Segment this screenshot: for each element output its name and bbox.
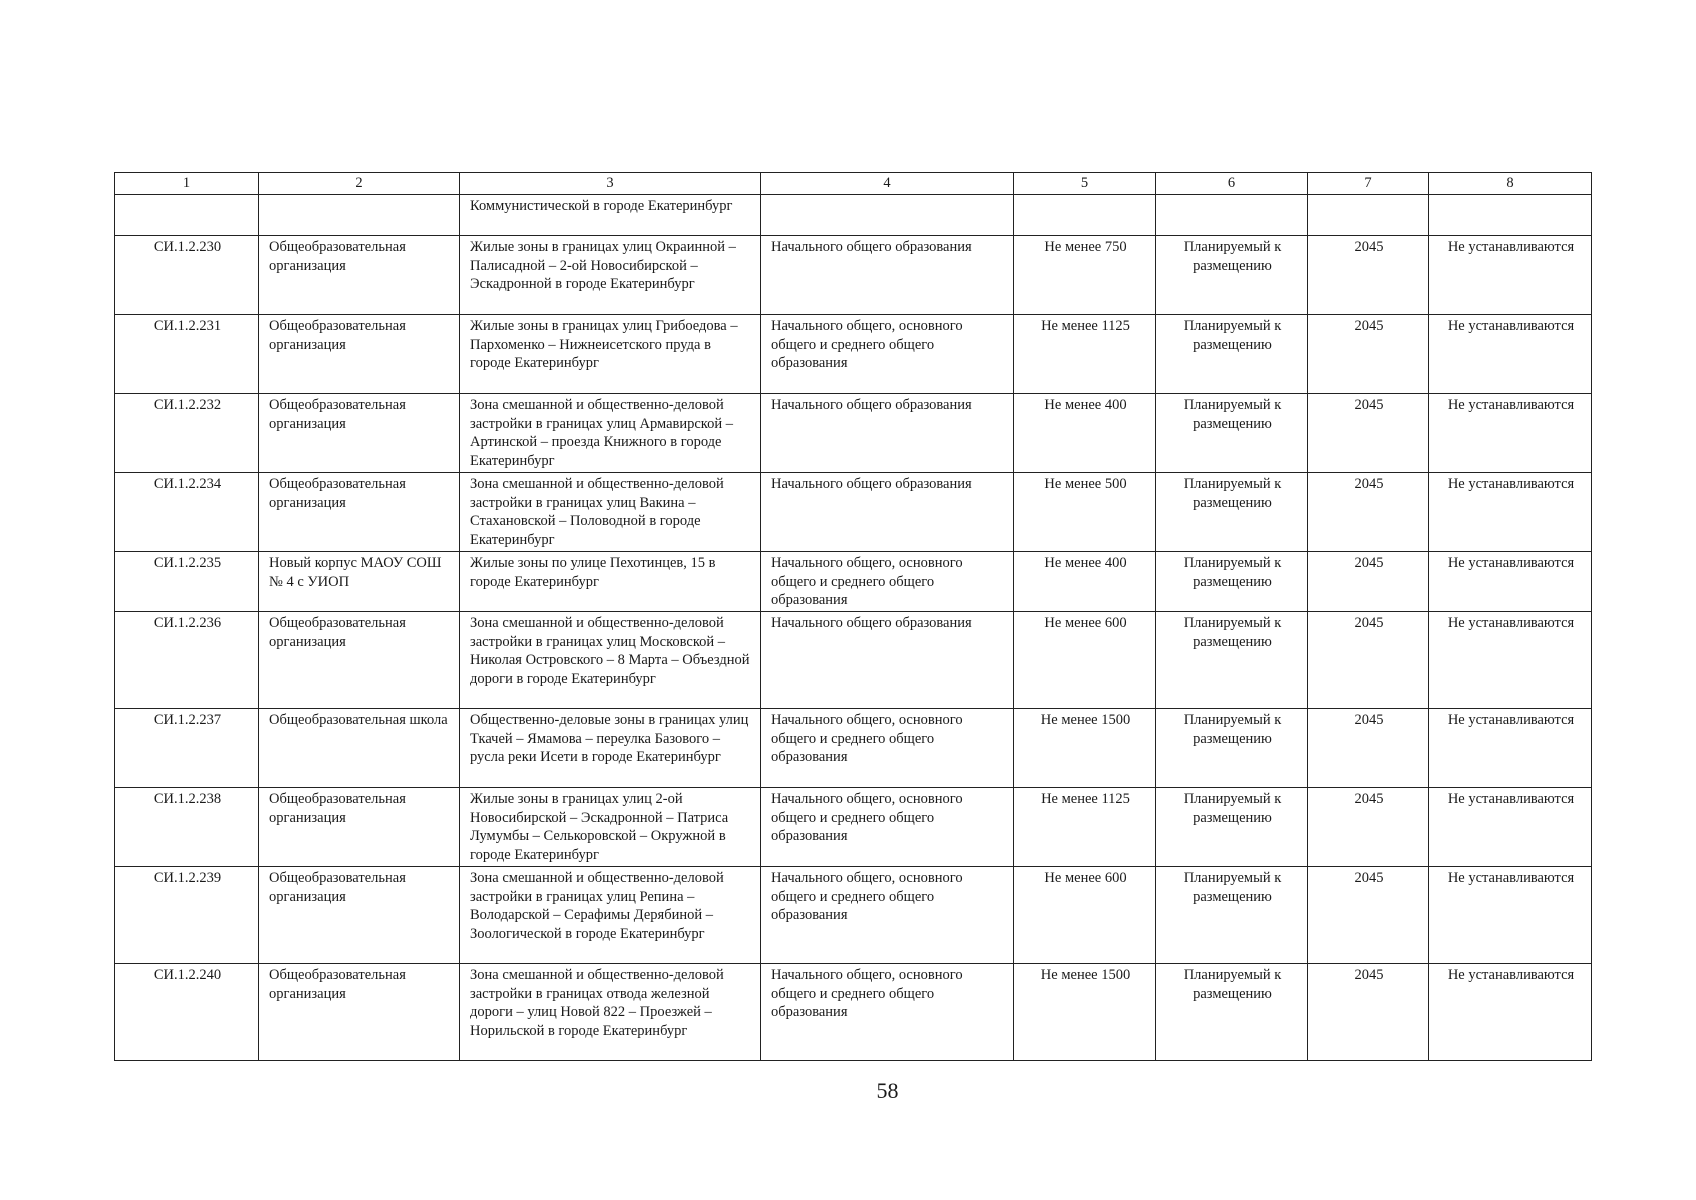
cell-name: Общеобразовательная организация (259, 236, 460, 315)
cell-zones: Не устанавливаются (1429, 612, 1592, 709)
table-row (115, 552, 1592, 612)
cell-zones: Не устанавливаются (1429, 236, 1592, 315)
cell-year: 2045 (1308, 552, 1429, 612)
cell-zones: Не устанавливаются (1429, 788, 1592, 867)
cell-year: 2045 (1308, 612, 1429, 709)
cell-capacity (1014, 195, 1156, 236)
cell-year: 2045 (1308, 315, 1429, 394)
cell-capacity: Не менее 500 (1014, 473, 1156, 552)
cell-code: СИ.1.2.240 (115, 964, 259, 1061)
cell-year: 2045 (1308, 394, 1429, 473)
cell-zones: Не устанавливаются (1429, 867, 1592, 964)
cell-zones: Не устанавливаются (1429, 473, 1592, 552)
cell-location: Зона смешанной и общественно-деловой застройки в границах улиц Армавирской – Артинской – проезда Книжного в городе Екатеринбург (460, 394, 761, 473)
cell-code: СИ.1.2.232 (115, 394, 259, 473)
cell-zones (1429, 195, 1592, 236)
cell-year (1308, 195, 1429, 236)
column-number-8: 8 (1429, 173, 1592, 195)
cell-name: Общеобразовательная организация (259, 394, 460, 473)
cell-name: Общеобразовательная организация (259, 788, 460, 867)
cell-year: 2045 (1308, 788, 1429, 867)
cell-year: 2045 (1308, 709, 1429, 788)
cell-status (1156, 195, 1308, 236)
cell-location: Зона смешанной и общественно-деловой застройки в границах улиц Вакина – Стахановской – Половодной в городе Екатеринбург (460, 473, 761, 552)
cell-name (259, 195, 460, 236)
cell-location: Жилые зоны в границах улиц Грибоедова – Пархоменко – Нижнеисетского пруда в городе Екатеринбург (460, 315, 761, 394)
cell-name: Общеобразовательная организация (259, 867, 460, 964)
table-row (115, 394, 1592, 473)
cell-status: Планируемый к размещению (1156, 612, 1308, 709)
cell-name: Общеобразовательная организация (259, 964, 460, 1061)
cell-year: 2045 (1308, 964, 1429, 1061)
cell-purpose: Начального общего, основного общего и среднего общего образования (761, 867, 1014, 964)
cell-status: Планируемый к размещению (1156, 788, 1308, 867)
page-number: 58 (876, 1078, 899, 1103)
column-number-3: 3 (460, 173, 761, 195)
column-number-6: 6 (1156, 173, 1308, 195)
cell-purpose: Начального общего, основного общего и среднего общего образования (761, 788, 1014, 867)
cell-code: СИ.1.2.231 (115, 315, 259, 394)
column-number-7: 7 (1308, 173, 1429, 195)
cell-zones: Не устанавливаются (1429, 964, 1592, 1061)
table-row (115, 236, 1592, 315)
cell-purpose: Начального общего, основного общего и среднего общего образования (761, 315, 1014, 394)
table-row (115, 788, 1592, 867)
table-row (115, 709, 1592, 788)
table-header-row (115, 173, 1592, 195)
table-row (115, 315, 1592, 394)
cell-code: СИ.1.2.235 (115, 552, 259, 612)
cell-purpose: Начального общего, основного общего и среднего общего образования (761, 964, 1014, 1061)
table-row-continuation (115, 195, 1592, 236)
cell-purpose: Начального общего образования (761, 236, 1014, 315)
cell-zones: Не устанавливаются (1429, 315, 1592, 394)
cell-name: Общеобразовательная организация (259, 473, 460, 552)
cell-purpose: Начального общего, основного общего и среднего общего образования (761, 552, 1014, 612)
cell-capacity: Не менее 400 (1014, 394, 1156, 473)
cell-code: СИ.1.2.238 (115, 788, 259, 867)
cell-purpose: Начального общего образования (761, 473, 1014, 552)
facilities-table (114, 172, 1592, 1061)
cell-status: Планируемый к размещению (1156, 552, 1308, 612)
cell-capacity: Не менее 1500 (1014, 709, 1156, 788)
column-number-4: 4 (761, 173, 1014, 195)
cell-capacity: Не менее 750 (1014, 236, 1156, 315)
cell-capacity: Не менее 1500 (1014, 964, 1156, 1061)
cell-location: Жилые зоны в границах улиц 2-ой Новосибирской – Эскадронной – Патриса Лумумбы – Селькоровской – Окружной в городе Екатеринбург (460, 788, 761, 867)
cell-status: Планируемый к размещению (1156, 315, 1308, 394)
cell-location: Коммунистической в городе Екатеринбург (460, 195, 761, 236)
cell-status: Планируемый к размещению (1156, 473, 1308, 552)
cell-status: Планируемый к размещению (1156, 867, 1308, 964)
cell-zones: Не устанавливаются (1429, 552, 1592, 612)
cell-status: Планируемый к размещению (1156, 394, 1308, 473)
column-number-1: 1 (115, 173, 259, 195)
cell-code: СИ.1.2.236 (115, 612, 259, 709)
cell-capacity: Не менее 1125 (1014, 788, 1156, 867)
cell-name: Общеобразовательная организация (259, 612, 460, 709)
cell-location: Зона смешанной и общественно-деловой застройки в границах улиц Репина – Володарской – Серафимы Дерябиной – Зоологической в городе Екатеринбург (460, 867, 761, 964)
cell-status: Планируемый к размещению (1156, 964, 1308, 1061)
cell-zones: Не устанавливаются (1429, 394, 1592, 473)
cell-capacity: Не менее 400 (1014, 552, 1156, 612)
cell-code: СИ.1.2.237 (115, 709, 259, 788)
cell-code: СИ.1.2.230 (115, 236, 259, 315)
cell-year: 2045 (1308, 236, 1429, 315)
cell-purpose: Начального общего образования (761, 612, 1014, 709)
cell-purpose: Начального общего образования (761, 394, 1014, 473)
cell-year: 2045 (1308, 867, 1429, 964)
cell-purpose (761, 195, 1014, 236)
cell-location: Зона смешанной и общественно-деловой застройки в границах улиц Московской – Николая Островского – 8 Марта – Объездной дороги в городе Екатеринбург (460, 612, 761, 709)
table-row (115, 964, 1592, 1061)
cell-purpose: Начального общего, основного общего и среднего общего образования (761, 709, 1014, 788)
cell-capacity: Не менее 600 (1014, 612, 1156, 709)
cell-year: 2045 (1308, 473, 1429, 552)
column-number-2: 2 (259, 173, 460, 195)
cell-zones: Не устанавливаются (1429, 709, 1592, 788)
cell-location: Жилые зоны по улице Пехотинцев, 15 в городе Екатеринбург (460, 552, 761, 612)
cell-capacity: Не менее 1125 (1014, 315, 1156, 394)
cell-capacity: Не менее 600 (1014, 867, 1156, 964)
cell-name: Новый корпус МАОУ СОШ № 4 с УИОП (259, 552, 460, 612)
table-row (115, 867, 1592, 964)
cell-name: Общеобразовательная организация (259, 315, 460, 394)
cell-code (115, 195, 259, 236)
cell-status: Планируемый к размещению (1156, 709, 1308, 788)
column-number-5: 5 (1014, 173, 1156, 195)
table-row (115, 612, 1592, 709)
cell-location: Общественно-деловые зоны в границах улиц Ткачей – Ямамова – переулка Базового – русла реки Исети в городе Екатеринбург (460, 709, 761, 788)
table-row (115, 473, 1592, 552)
cell-location: Жилые зоны в границах улиц Окраинной – Палисадной – 2-ой Новосибирской – Эскадронной в городе Екатеринбург (460, 236, 761, 315)
cell-status: Планируемый к размещению (1156, 236, 1308, 315)
cell-code: СИ.1.2.234 (115, 473, 259, 552)
cell-location: Зона смешанной и общественно-деловой застройки в границах отвода железной дороги – улиц Новой 822 – Проезжей – Норильской в городе Екатеринбург (460, 964, 761, 1061)
cell-code: СИ.1.2.239 (115, 867, 259, 964)
cell-name: Общеобразовательная школа (259, 709, 460, 788)
